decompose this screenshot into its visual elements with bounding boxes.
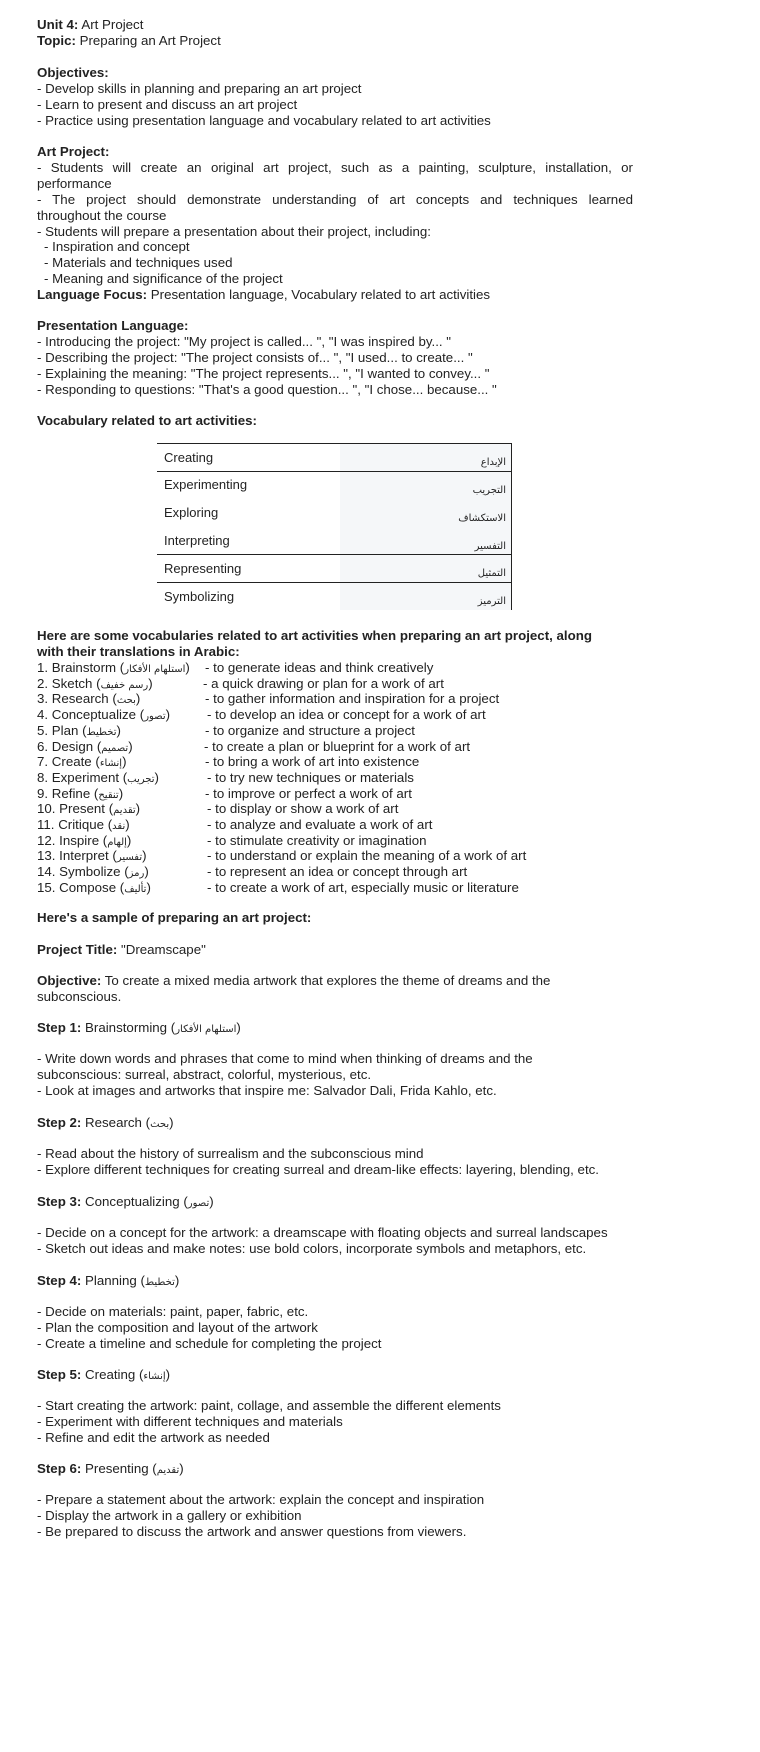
step-name: Brainstorming ( bbox=[81, 1020, 176, 1035]
vocab-term: 8. Experiment ( bbox=[37, 769, 128, 785]
vocab-term: 15. Compose ( bbox=[37, 879, 125, 895]
table-rule bbox=[157, 554, 512, 555]
art-project-p3: - Students will prepare a presentation about their project, including: bbox=[37, 224, 431, 239]
vocab-term-arabic: بحث bbox=[116, 695, 136, 707]
table-cell-english: Creating bbox=[164, 450, 214, 465]
unit-value: Art Project bbox=[78, 17, 144, 32]
vocab-term-arabic: تقديم bbox=[113, 805, 136, 817]
table-cell-arabic: التجريب bbox=[472, 485, 506, 496]
vocab-term: 5. Plan ( bbox=[37, 722, 87, 738]
step-label: Step 2: bbox=[37, 1115, 82, 1130]
vocab-definition: - to display or show a work of art bbox=[207, 801, 399, 817]
presentation-item: - Describing the project: "The project consists of... ", "I used... to create... " bbox=[37, 350, 473, 365]
vocab-table-heading: Vocabulary related to art activities: bbox=[37, 413, 257, 428]
vocab-term-close: ) bbox=[144, 864, 149, 880]
vocab-definition: - to generate ideas and think creatively bbox=[205, 660, 434, 675]
step-label: Step 1: bbox=[37, 1020, 82, 1035]
topic-value: Preparing an Art Project bbox=[75, 33, 221, 48]
art-project-p2-line2: throughout the course bbox=[37, 208, 167, 223]
vocab-term-arabic: تجريب bbox=[127, 773, 155, 785]
step-name-arabic: تقديم bbox=[156, 1465, 180, 1476]
vocab-definition: - to develop an idea or concept for a work of art bbox=[207, 707, 486, 723]
step-heading bbox=[37, 1461, 184, 1479]
table-cell-english: Representing bbox=[164, 561, 242, 576]
topic-line bbox=[37, 33, 221, 49]
language-focus-value: Presentation language, Vocabulary related to art activities bbox=[147, 287, 491, 302]
step-label: Step 5: bbox=[37, 1367, 82, 1382]
vocab-definition: - to organize and structure a project bbox=[205, 722, 415, 738]
presentation-language-heading: Presentation Language: bbox=[37, 318, 189, 333]
table-cell-english: Interpreting bbox=[164, 533, 230, 548]
table-rule bbox=[157, 471, 512, 472]
step-detail: - Read about the history of surrealism and the subconscious mind bbox=[37, 1146, 424, 1161]
vocab-term-close: ) bbox=[148, 675, 153, 691]
vocab-term-arabic: نقد bbox=[112, 821, 126, 832]
table-right-border bbox=[511, 443, 512, 610]
step-detail: - Be prepared to discuss the artwork and answer questions from viewers. bbox=[37, 1524, 467, 1539]
step-name-arabic: استلهام الأفكار bbox=[175, 1024, 237, 1035]
vocab-definition: - to create a plan or blueprint for a work of art bbox=[204, 738, 471, 754]
step-detail: - Experiment with different techniques and materials bbox=[37, 1414, 343, 1429]
vocab-term-arabic: تأليف bbox=[124, 883, 147, 895]
vocab-term: 11. Critique ( bbox=[37, 817, 113, 832]
vocab-definition: - to analyze and evaluate a work of art bbox=[207, 817, 433, 832]
table-rule bbox=[157, 443, 512, 444]
art-project-p1-line1: - Students will create an original art project, such as a painting, sculpture, installation, or bbox=[37, 160, 633, 175]
vocab-definition: - a quick drawing or plan for a work of art bbox=[203, 675, 444, 691]
step-name-close: ) bbox=[236, 1020, 241, 1035]
vocab-term-arabic: تصور bbox=[144, 711, 166, 723]
vocab-list-term bbox=[37, 880, 151, 898]
vocab-term-close: ) bbox=[165, 707, 171, 723]
vocab-definition: - to represent an idea or concept through art bbox=[207, 864, 468, 880]
objective-line2: subconscious. bbox=[37, 989, 122, 1004]
vocab-list-heading-line2: with their translations in Arabic: bbox=[37, 644, 240, 659]
unit-label: Unit 4: bbox=[37, 17, 79, 32]
step-detail: - Sketch out ideas and make notes: use bold colors, incorporate symbols and metaphors, etc. bbox=[37, 1241, 587, 1256]
step-name-close: ) bbox=[169, 1115, 174, 1130]
vocab-term-close: ) bbox=[122, 754, 127, 770]
vocab-table bbox=[157, 443, 512, 610]
vocab-term-arabic: رمز bbox=[128, 868, 145, 880]
art-project-p1-line2: performance bbox=[37, 176, 112, 191]
step-heading bbox=[37, 1020, 241, 1038]
vocab-term: 4. Conceptualize ( bbox=[37, 707, 145, 723]
table-cell-arabic: الاستكشاف bbox=[458, 513, 506, 524]
step-detail: - Prepare a statement about the artwork: explain the concept and inspiration bbox=[37, 1492, 485, 1507]
vocab-term: 10. Present ( bbox=[37, 801, 114, 817]
vocab-term: 13. Interpret ( bbox=[37, 848, 117, 864]
vocab-definition: - to gather information and inspiration for a project bbox=[205, 691, 500, 707]
step-heading bbox=[37, 1367, 170, 1385]
art-project-p2-line1: - The project should demonstrate understanding of art concepts and techniques learned bbox=[37, 192, 633, 207]
vocab-term-arabic: تفسير bbox=[116, 852, 143, 864]
vocab-term-close: ) bbox=[135, 801, 141, 817]
project-title-value: "Dreamscape" bbox=[117, 942, 206, 957]
table-cell-arabic: التفسير bbox=[474, 541, 506, 552]
objectives-heading: Objectives: bbox=[37, 65, 109, 80]
step-name: Planning ( bbox=[81, 1273, 145, 1288]
art-project-subitem: - Materials and techniques used bbox=[44, 255, 233, 270]
vocab-term-close: ) bbox=[128, 738, 133, 754]
vocab-list-heading-line1: Here are some vocabularies related to art activities when preparing an art project, along bbox=[37, 628, 592, 643]
step-name-arabic: بحث bbox=[150, 1119, 170, 1130]
language-focus-label: Language Focus: bbox=[37, 287, 148, 302]
vocab-term-arabic: استلهام الأفكار bbox=[124, 664, 186, 675]
step-name-close: ) bbox=[165, 1367, 171, 1382]
vocab-term: 7. Create ( bbox=[37, 754, 100, 770]
table-rule bbox=[157, 582, 512, 583]
objective-item: - Develop skills in planning and preparing an art project bbox=[37, 81, 362, 96]
vocab-term-arabic: تخطيط bbox=[86, 726, 117, 738]
table-cell-arabic: التمثيل bbox=[477, 568, 506, 579]
vocab-term-arabic: تنقيح bbox=[98, 789, 119, 801]
step-name: Research ( bbox=[81, 1115, 151, 1130]
step-heading bbox=[37, 1273, 179, 1291]
step-detail: - Plan the composition and layout of the artwork bbox=[37, 1320, 318, 1335]
vocab-term-arabic: رسم خفيف bbox=[100, 679, 149, 691]
step-label: Step 3: bbox=[37, 1194, 82, 1209]
objective-item: - Practice using presentation language and vocabulary related to art activities bbox=[37, 113, 491, 128]
step-detail: subconscious: surreal, abstract, colorful, mysterious, etc. bbox=[37, 1067, 372, 1082]
vocab-definition: - to create a work of art, especially music or literature bbox=[207, 879, 519, 895]
vocab-term: 6. Design ( bbox=[37, 738, 102, 754]
vocab-term: 9. Refine ( bbox=[37, 785, 99, 801]
presentation-item: - Introducing the project: "My project is called... ", "I was inspired by... " bbox=[37, 334, 452, 349]
presentation-item: - Responding to questions: "That's a good question... ", "I chose... because... " bbox=[37, 382, 497, 397]
vocab-term: 12. Inspire ( bbox=[37, 832, 108, 848]
step-detail: - Start creating the artwork: paint, collage, and assemble the different elements bbox=[37, 1398, 501, 1413]
step-label: Step 4: bbox=[37, 1273, 82, 1288]
vocab-term-arabic: تصميم bbox=[101, 742, 129, 754]
vocab-term: 2. Sketch ( bbox=[37, 675, 101, 691]
table-cell-arabic: الإبداع bbox=[480, 457, 506, 468]
art-project-subitem: - Inspiration and concept bbox=[44, 239, 190, 254]
language-focus-line bbox=[37, 287, 490, 303]
objective-label: Objective: bbox=[37, 973, 102, 988]
vocab-term-close: ) bbox=[116, 722, 121, 738]
table-cell-english: Exploring bbox=[164, 505, 219, 520]
step-detail: - Write down words and phrases that come to mind when thinking of dreams and the bbox=[37, 1051, 533, 1066]
vocab-definition: - to improve or perfect a work of art bbox=[205, 785, 412, 801]
step-name-close: ) bbox=[174, 1273, 180, 1288]
vocab-definition: - to understand or explain the meaning of a work of art bbox=[207, 848, 527, 864]
vocab-term-close: ) bbox=[154, 769, 159, 785]
vocab-term-close: ) bbox=[118, 785, 124, 801]
objective-text: To create a mixed media artwork that explores the theme of dreams and the bbox=[101, 973, 551, 988]
project-title-line bbox=[37, 942, 206, 958]
vocab-term: 14. Symbolize ( bbox=[37, 864, 129, 880]
vocab-term-close: ) bbox=[126, 832, 132, 848]
step-label: Step 6: bbox=[37, 1461, 82, 1476]
unit-line bbox=[37, 17, 143, 33]
step-name: Creating ( bbox=[81, 1367, 144, 1382]
step-detail: - Display the artwork in a gallery or exhibition bbox=[37, 1508, 302, 1523]
presentation-item: - Explaining the meaning: "The project represents... ", "I wanted to convey... " bbox=[37, 366, 490, 381]
vocab-term: 1. Brainstorm ( bbox=[37, 660, 125, 675]
step-detail: - Decide on a concept for the artwork: a dreamscape with floating objects and surreal landscapes bbox=[37, 1225, 608, 1240]
step-name-close: ) bbox=[209, 1194, 214, 1209]
step-heading bbox=[37, 1194, 214, 1212]
vocab-definition: - to try new techniques or materials bbox=[207, 769, 414, 785]
step-detail: - Explore different techniques for creating surreal and dream-like effects: layering, blending, etc. bbox=[37, 1162, 599, 1177]
step-detail: - Look at images and artworks that inspire me: Salvador Dali, Frida Kahlo, etc. bbox=[37, 1083, 497, 1098]
step-heading bbox=[37, 1115, 174, 1133]
step-name: Presenting ( bbox=[81, 1461, 157, 1476]
sample-heading: Here's a sample of preparing an art project: bbox=[37, 910, 312, 925]
vocab-term-close: ) bbox=[142, 848, 147, 864]
vocab-definition: - to bring a work of art into existence bbox=[205, 754, 420, 770]
art-project-subitem: - Meaning and significance of the project bbox=[44, 271, 283, 286]
table-cell-english: Symbolizing bbox=[164, 589, 235, 604]
vocab-term-close: ) bbox=[146, 879, 151, 895]
vocab-term: 3. Research ( bbox=[37, 691, 117, 707]
step-name-arabic: تصور bbox=[187, 1198, 210, 1209]
vocab-term-close: ) bbox=[185, 660, 190, 675]
step-name-close: ) bbox=[179, 1461, 184, 1476]
step-detail: - Decide on materials: paint, paper, fabric, etc. bbox=[37, 1304, 309, 1319]
step-detail: - Create a timeline and schedule for completing the project bbox=[37, 1336, 382, 1351]
step-name: Conceptualizing ( bbox=[81, 1194, 188, 1209]
vocab-definition: - to stimulate creativity or imagination bbox=[207, 832, 427, 848]
art-project-heading: Art Project: bbox=[37, 144, 110, 159]
vocab-term-close: ) bbox=[125, 817, 130, 832]
vocab-term-arabic: إلهام bbox=[107, 836, 127, 848]
objective-line bbox=[37, 973, 550, 989]
vocab-term-arabic: إنشاء bbox=[99, 758, 123, 770]
objective-item: - Learn to present and discuss an art project bbox=[37, 97, 298, 112]
vocab-term-close: ) bbox=[135, 691, 141, 707]
table-cell-arabic: الترميز bbox=[477, 596, 506, 607]
step-name-arabic: تخطيط bbox=[144, 1277, 175, 1288]
topic-label: Topic: bbox=[37, 33, 76, 48]
project-title-label: Project Title: bbox=[37, 942, 118, 957]
step-name-arabic: إنشاء bbox=[143, 1371, 166, 1382]
step-detail: - Refine and edit the artwork as needed bbox=[37, 1430, 270, 1445]
table-cell-english: Experimenting bbox=[164, 477, 248, 492]
